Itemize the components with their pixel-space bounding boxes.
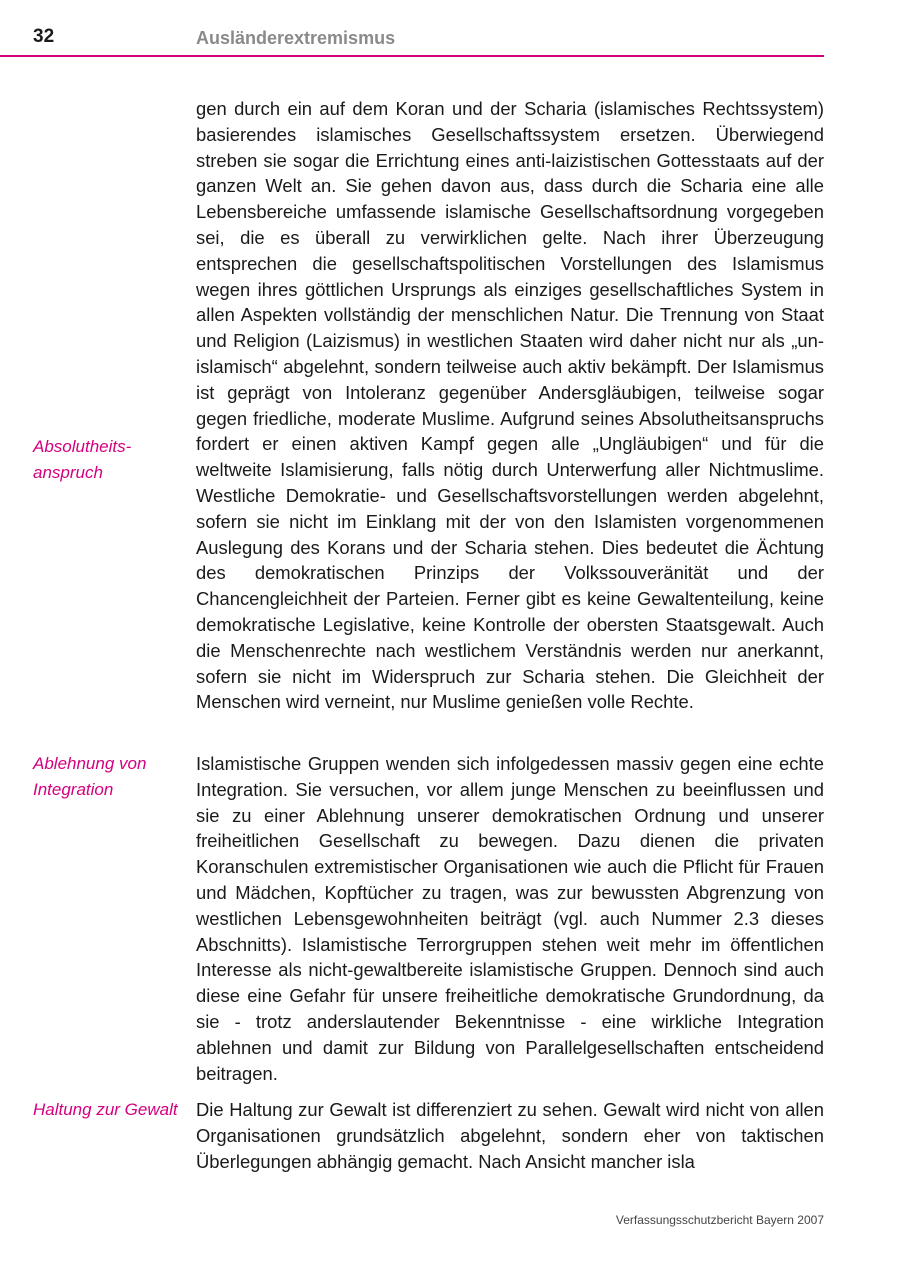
header-divider xyxy=(0,55,824,57)
body-paragraph-2: Islamistische Gruppen wenden sich infolgedessen massiv gegen eine echte Integration. Sie versuchen, vor allem junge Menschen zu beeinflussen und sie zu einer Ablehnung unserer demokratischen Ordnung und unserer freiheitlichen Gesellschaft zu bewegen. Dazu dienen die privaten Koranschulen extremistischer Organisationen wie auch die Pflicht für Frauen und Mädchen, Kopftücher zu tragen, was zur bewussten Abgrenzung von westlichen Lebensgewohnheiten beiträgt (vgl. auch Nummer 2.3 dieses Abschnitts). Islamistische Terrorgruppen stehen weit mehr im öffentlichen Interesse als nicht-gewaltbereite islamistische Gruppen. Dennoch sind auch diese eine Gefahr für unsere freiheitliche demokratische Grundordnung, da sie - trotz anderslautender Bekenntnisse - eine wirkliche Integration ablehnen und damit zur Bildung von Parallelgesellschaften entscheidend beitragen. xyxy=(196,753,824,1084)
margin-note-ablehnung-integration: Ablehnung von Integration xyxy=(33,754,147,799)
body-paragraph-1: gen durch ein auf dem Koran und der Scharia (islamisches Rechtssystem) basierendes islamisches Gesellschaftssystem ersetzen. Überwiegend streben sie sogar die Errichtung eines anti-laizistischen Gottesstaats auf der ganzen Welt an. Sie gehen davon aus, dass durch die Scharia eine alle Lebensbereiche umfassende islamische Gesellschaftsordnung vorgegeben sei, die es überall zu verwirklichen gelte. Nach ihrer Überzeugung entsprechen die gesellschaftspolitischen Vorstellungen des Islamismus wegen ihres göttlichen Ursprungs als einziges gesellschaftliches System in allen Aspekten vollständig der menschlichen Natur. Die Trennung von Staat und Religion (Laizismus) in westlichen Staaten wird daher nicht nur als „un-islamisch“ abgelehnt, sondern teilweise auch aktiv bekämpft. Der Islamismus ist geprägt von Intoleranz gegenüber Andersgläubigen, teilweise sogar gegen friedliche, moderate Muslime. Aufgrund seines Absolutheitsanspruchs fordert er einen aktiven Kampf gegen alle „Ungläubigen“ und für die weltweite Islamisierung, falls nötig durch Unterwerfung aller Nichtmuslime. Westliche Demokratie- und Gesellschaftsvorstellungen werden abgelehnt, sofern sie nicht im Einklang mit der von den Islamisten vorgenommenen Auslegung des Korans und der Scharia stehen. Dies bedeutet die Ächtung des demokratischen Prinzips der Volkssouveränität und der Chancengleichheit der Parteien. Ferner gibt es keine Gewaltenteilung, keine demokratische Legislative, keine Kontrolle der obersten Staatsgewalt. Auch die Menschenrechte nach westlichem Verständnis werden nur anerkannt, sofern sie nicht im Widerspruch zur Scharia stehen. Die Gleichheit der Menschen wird verneint, nur Muslime genießen volle Rechte. xyxy=(196,98,824,713)
body-paragraph-3: Die Haltung zur Gewalt ist differenziert zu sehen. Gewalt wird nicht von allen Organisationen grundsätzlich abgelehnt, sondern eher von taktischen Überlegungen abhängig gemacht. Nach Ansicht mancher isla xyxy=(196,1099,824,1172)
page-number: 32 xyxy=(33,26,55,47)
margin-note-absolutheitsanspruch: Absolutheitsanspruch xyxy=(33,437,132,482)
chapter-title: Ausländerextremismus xyxy=(196,28,396,48)
margin-note-haltung-gewalt: Haltung zur Gewalt xyxy=(33,1100,178,1119)
page-footer: Verfassungsschutzbericht Bayern 2007 xyxy=(615,1213,824,1227)
page-header xyxy=(0,0,824,58)
